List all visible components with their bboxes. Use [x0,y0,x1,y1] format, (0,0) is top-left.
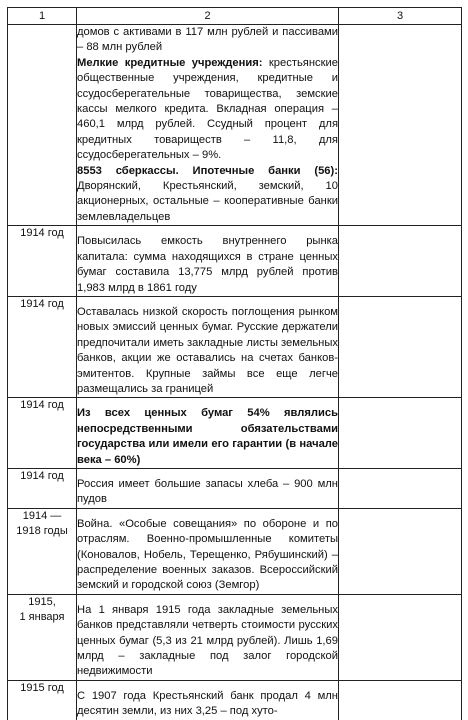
body-text: С 1907 года Крестьянский банк продал 4 млн десятин земли, из них 3,25 – под хуто- [77,689,338,718]
event-text-cell [77,226,339,297]
event-text-cell [77,508,339,594]
event-text-cell [77,680,339,719]
event-paragraph [77,25,338,56]
table-body [8,25,462,720]
body-text: На 1 января 1915 года закладные земельных банков представляли четверть стоимости русских ценных бумаг (5,3 из 21 млрд рублей). Лишь 1,69 млрд – закладные под залог городской недвижимости [77,603,338,678]
column-header-2: 2 [77,8,339,25]
table-row [8,398,462,469]
column-header-1: 1 [8,8,77,25]
table-row [8,25,462,226]
body-text: крестьянские общественные учреждения, кредитные и ссудосберегательные товарищества, земские кассы мелкого кредита. Вкладная операция – 460,1 млрд рублей. Ссудный процент для кредитных товариществ – 11,8, для ссудосберегательных – 9%. [77,56,338,162]
bold-text: 8553 сберкассы. Ипотечные банки (56): [77,164,338,177]
event-text-cell [77,25,339,226]
bold-text: Из всех ценных бумаг 54% являлись непосредственными обязательствами государства или имели его гарантии (в начале века – 60%) [77,407,338,466]
date-cell [8,680,77,719]
event-paragraph [77,234,338,296]
event-paragraph [77,305,338,397]
event-paragraph [77,603,338,680]
date-line: 1914 год [20,227,64,240]
event-text-cell [77,468,339,508]
chronology-table [7,7,462,720]
notes-cell [339,226,462,297]
date-line: 1914 — [22,509,62,522]
event-paragraph [77,164,338,226]
date-line: 1915 год [20,681,64,694]
date-cell [8,594,77,680]
table-row [8,296,462,397]
table-row [8,680,462,719]
notes-cell [339,296,462,397]
date-cell [8,468,77,508]
date-line: 1914 год [20,399,64,412]
event-paragraph [77,56,338,164]
table-row [8,508,462,594]
date-line: 1 января [19,610,65,623]
notes-cell [339,25,462,226]
body-text: Дворянский, Крестьянский, земский, 10 акционерных, остальные – кооперативные банки землевладельцев [77,180,338,223]
event-paragraph [77,477,338,508]
notes-cell [339,594,462,680]
date-line: 1914 год [20,297,64,310]
date-cell [8,25,77,226]
event-paragraph [77,406,338,468]
event-paragraph [77,517,338,594]
column-header-3: 3 [339,8,462,25]
body-text: Повысилась емкость внутреннего рынка капитала: сумма находящихся в стране ценных бумаг составила 13,775 млрд рублей против 1,983 млрд в 1861 году [77,235,338,294]
event-text-cell [77,594,339,680]
body-text: домов с активами в 117 млн рублей и пассивами – 88 млн рублей [77,26,338,54]
event-text-cell [77,296,339,397]
event-paragraph [77,689,338,720]
date-cell [8,398,77,469]
notes-cell [339,680,462,719]
date-cell [8,296,77,397]
date-line: 1915, [28,595,56,608]
table-row [8,594,462,680]
body-text: Война. «Особые совещания» по обороне и по отраслям. Военно-промышленные комитеты (Коновалов, Нобель, Терещенко, Рябушинский) – распределение военных заказов. Всероссийский земский и городской союз (Земгор) [77,517,338,592]
table-row [8,226,462,297]
date-cell [8,226,77,297]
notes-cell [339,508,462,594]
date-cell [8,508,77,594]
event-text-cell [77,398,339,469]
body-text: Оставалась низкой скорость поглощения рынком новых эмиссий ценных бумаг. Русские держатели предпочитали иметь закладные листы земельных банков, акции же оставались на счетах банков-эмитентов. Крупные займы все еще легче размещались за границей [77,305,338,395]
date-line: 1914 год [20,469,64,482]
bold-text: Мелкие кредитные учреждения: [77,56,263,69]
notes-cell [339,398,462,469]
date-line: 1918 годы [16,524,68,537]
header-row [8,8,462,25]
notes-cell [339,468,462,508]
body-text: Россия имеет большие запасы хлеба – 900 млн пудов [77,477,338,506]
table-row [8,468,462,508]
